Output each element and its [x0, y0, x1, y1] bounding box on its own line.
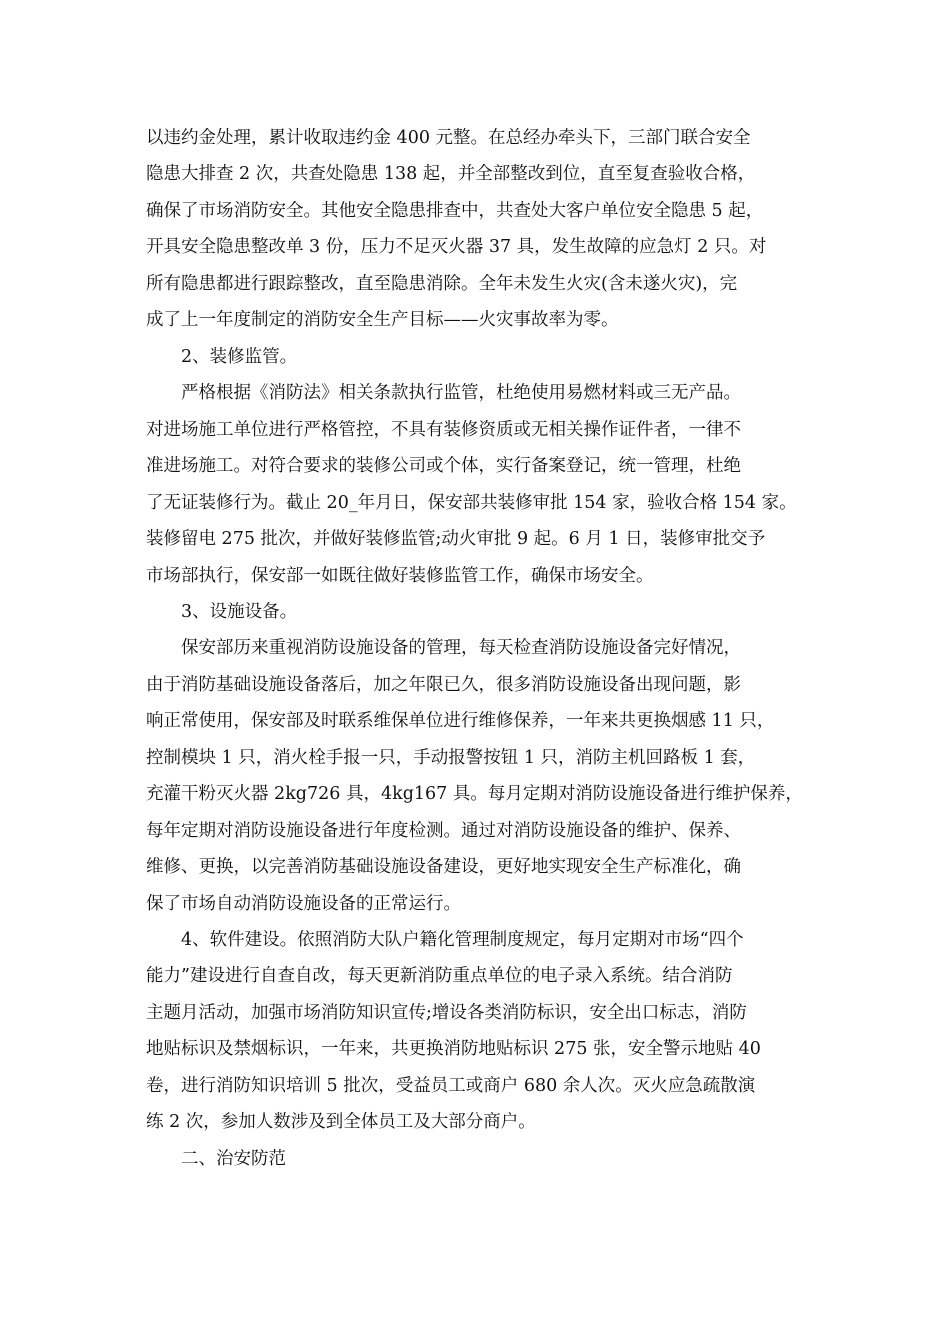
text-line: 控制模块 1 只，消火栓手报一只，手动报警按钮 1 只，消防主机回路板 1 套，: [146, 748, 756, 768]
section-heading: 2、装修监管。: [181, 347, 298, 367]
text-line: 成了上一年度制定的消防安全生产目标——火灾事故率为零。: [146, 310, 619, 330]
section-heading: 3、设施设备。: [181, 602, 298, 622]
text-line: 所有隐患都进行跟踪整改，直至隐患消除。全年未发生火灾(含未遂火灾)，完: [146, 274, 738, 294]
text-line: 开具安全隐患整改单 3 份，压力不足灭火器 37 具，发生故障的应急灯 2 只。对: [146, 237, 767, 257]
text-line: 确保了市场消防安全。其他安全隐患排查中，共查处大客户单位安全隐患 5 起，: [146, 201, 764, 221]
text-line: 隐患大排查 2 次，共查处隐患 138 起，并全部整改到位，直至复查验收合格，: [146, 164, 756, 184]
text-line: 以违约金处理，累计收取违约金 400 元整。在总经办牵头下，三部门联合安全: [146, 128, 751, 148]
text-line: 地贴标识及禁烟标识，一年来，共更换消防地贴标识 275 张，安全警示地贴 40: [146, 1039, 761, 1059]
text-line: 了无证装修行为。截止 20_年月日，保安部共装修审批 154 家，验收合格 154 家。: [146, 493, 797, 513]
text-line: 保安部历来重视消防设施设备的管理，每天检查消防设施设备完好情况，: [181, 638, 741, 658]
text-line: 对进场施工单位进行严格管控，不具有装修资质或无相关操作证件者，一律不: [146, 420, 741, 440]
text-line: 卷，进行消防知识培训 5 批次，受益员工或商户 680 余人次。灭火应急疏散演: [146, 1076, 756, 1096]
text-line: 充灌干粉灭火器 2kg726 具，4kg167 具。每月定期对消防设施设备进行维护保养，: [146, 784, 803, 804]
text-line: 练 2 次，参加人数涉及到全体员工及大部分商户。: [146, 1112, 536, 1132]
text-line: 由于消防基础设施设备落后，加之年限已久，很多消防设施设备出现问题，影: [146, 675, 741, 695]
text-line: 4、软件建设。依照消防大队户籍化管理制度规定，每月定期对市场“四个: [181, 930, 744, 950]
text-line: 维修、更换，以完善消防基础设施设备建设，更好地实现安全生产标准化，确: [146, 857, 741, 877]
section-heading: 二、治安防范: [181, 1149, 286, 1169]
text-line: 保了市场自动消防设施设备的正常运行。: [146, 894, 461, 914]
text-line: 能力”建设进行自查自改，每天更新消防重点单位的电子录入系统。结合消防: [146, 966, 733, 986]
text-line: 准进场施工。对符合要求的装修公司或个体，实行备案登记，统一管理，杜绝: [146, 456, 741, 476]
text-line: 主题月活动，加强市场消防知识宣传;增设各类消防标识，安全出口标志，消防: [146, 1003, 747, 1023]
text-line: 严格根据《消防法》相关条款执行监管，杜绝使用易燃材料或三无产品。: [181, 383, 741, 403]
text-line: 装修留电 275 批次，并做好装修监管;动火审批 9 起。6 月 1 日，装修审批交予: [146, 529, 766, 549]
text-line: 市场部执行，保安部一如既往做好装修监管工作，确保市场安全。: [146, 566, 654, 586]
text-line: 响正常使用，保安部及时联系维保单位进行维修保养，一年来共更换烟感 11 只，: [146, 711, 775, 731]
text-line: 每年定期对消防设施设备进行年度检测。通过对消防设施设备的维护、保养、: [146, 821, 741, 841]
